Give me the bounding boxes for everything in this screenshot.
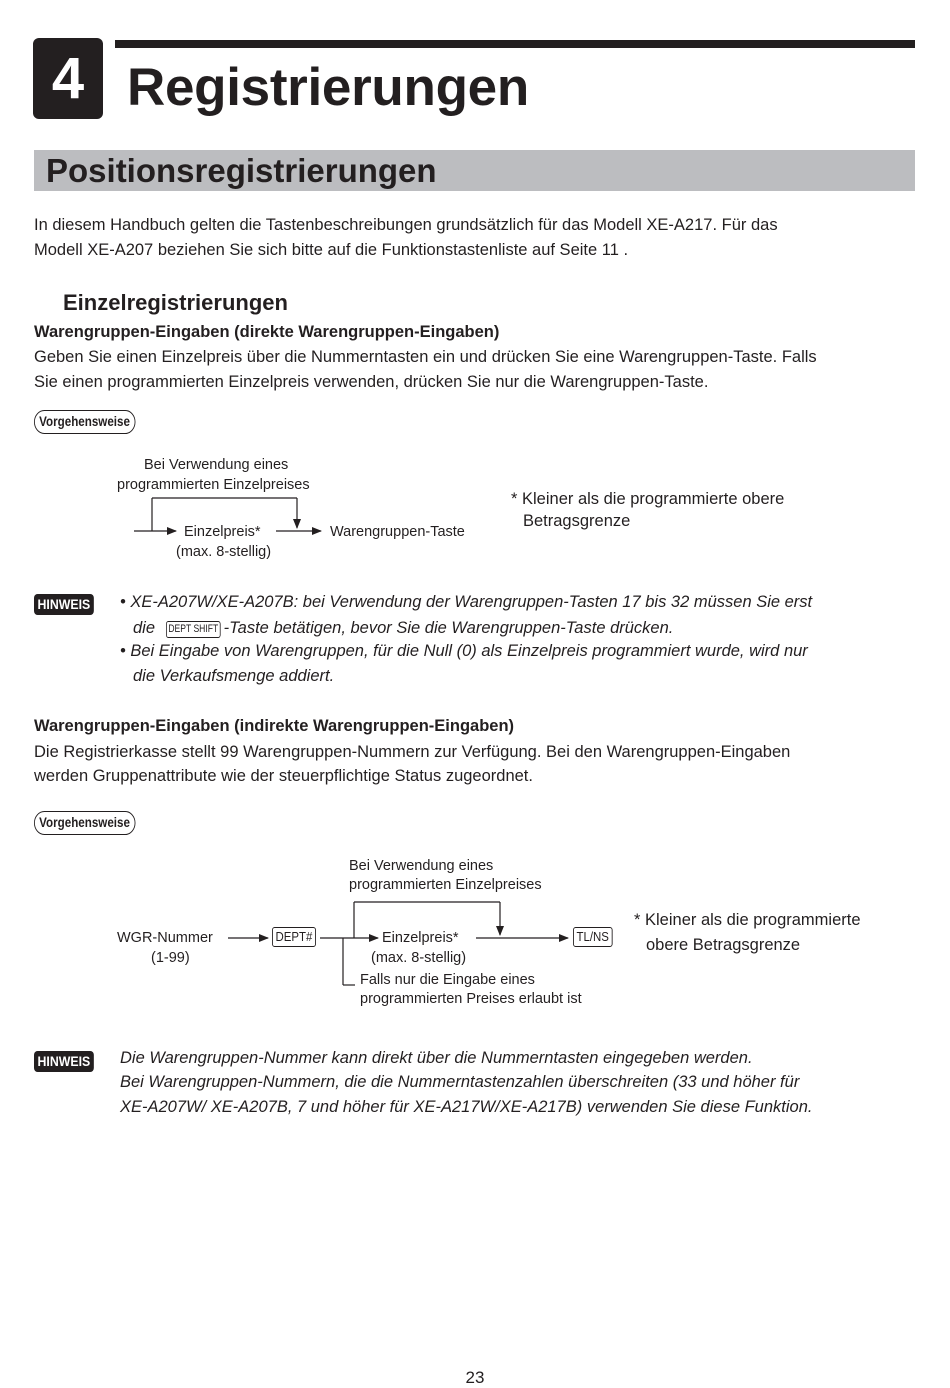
tl-ns-key: TL/NS [573,927,612,947]
indirect-entry-para-1: Die Registrierkasse stellt 99 Warengruppen-Nummern zur Verfügung. Bei den Warengruppen-Eingaben [34,743,791,761]
diagram1-loop-label-2: programmierten Einzelpreises [117,477,310,493]
diagram2-bypass-2: programmierten Preises erlaubt ist [360,991,582,1007]
direct-entry-para-1: Geben Sie einen Einzelpreis über die Nummerntasten ein und drücken Sie eine Warengruppen-Taste. Falls [34,348,817,366]
diagram2-bypass-1: Falls nur die Eingabe eines [360,972,535,988]
diagram2-price-sub: (max. 8-stellig) [371,950,467,966]
intro-line-1: In diesem Handbuch gelten die Tastenbeschreibungen grundsätzlich für das Modell XE-A217. Für das [34,216,778,234]
note3-line-1: Die Warengruppen-Nummer kann direkt über die Nummerntasten eingegeben werden. [120,1049,753,1067]
note1-line-2-post: -Taste betätigen, bevor Sie die Warengruppen-Taste drücken. [223,619,674,637]
diagram1-footnote-1: * Kleiner als die programmierte obere [511,490,785,508]
diagram1-loop-label-1: Bei Verwendung eines [144,457,289,473]
diagram2-wgr-label: WGR-Nummer [117,930,213,946]
diagram2-footnote-1: * Kleiner als die programmierte [634,911,861,929]
diagram1-footnote-2: Betragsgrenze [523,512,631,530]
diagram2-price-label: Einzelpreis* [382,930,459,946]
dept-shift-key: DEPT SHIFT [166,621,221,638]
subsection-title: Einzelregistrierungen [63,290,288,315]
diagram2-loop-label-1: Bei Verwendung eines [349,858,494,874]
direct-entry-heading: Warengruppen-Eingaben (direkte Warengruppen-Eingaben) [34,323,500,341]
direct-entry-para-2: Sie einen programmierten Einzelpreis verwenden, drücken Sie nur die Warengruppen-Taste. [34,373,709,391]
diagram1-flow [134,498,321,531]
procedure-label-2: Vorgehensweise [34,811,135,835]
chapter-number: 4 [33,38,103,119]
section-title: Positionsregistrierungen [46,152,437,189]
dept-key: DEPT# [272,927,316,947]
procedure-label: Vorgehensweise [34,410,135,434]
note2-line-1: • Bei Eingabe von Warengruppen, für die Null (0) als Einzelpreis programmiert wurde, wird nur [120,642,808,660]
diagram2-wgr-sub: (1-99) [151,950,190,966]
diagram2-loop-label-2: programmierten Einzelpreises [349,877,542,893]
note2-line-2: die Verkaufsmenge addiert. [133,667,335,685]
note3-line-2: Bei Warengruppen-Nummern, die die Nummerntastenzahlen überschreiten (33 und höher für [120,1073,800,1091]
diagram2-footnote-2: obere Betragsgrenze [646,936,801,954]
note1-line-1: • XE-A207W/XE-A207B: bei Verwendung der Warengruppen-Tasten 17 bis 32 müssen Sie erst [120,593,813,611]
indirect-entry-para-2: werden Gruppenattribute wie der steuerpflichtige Status zugeordnet. [34,767,533,785]
chapter-title: Registrierungen [127,58,529,117]
diagram1-key-label: Warengruppen-Taste [330,524,465,540]
note-label: HINWEIS [34,594,94,615]
note1-line-2-pre: die [133,619,156,637]
note1-line-2 [133,616,673,641]
intro-line-2: Modell XE-A207 beziehen Sie sich bitte auf die Funktionstastenliste auf Seite 11 . [34,241,629,259]
note3-line-3: XE-A207W/ XE-A207B, 7 und höher für XE-A217W/XE-A217B) verwenden Sie diese Funktion. [120,1098,813,1116]
indirect-entry-heading: Warengruppen-Eingaben (indirekte Warengruppen-Eingaben) [34,717,515,735]
diagram1-price-label: Einzelpreis* [184,524,261,540]
diagram1-price-sub: (max. 8-stellig) [176,544,272,560]
page-number: 23 [465,1368,485,1387]
note-label-2: HINWEIS [34,1051,94,1072]
